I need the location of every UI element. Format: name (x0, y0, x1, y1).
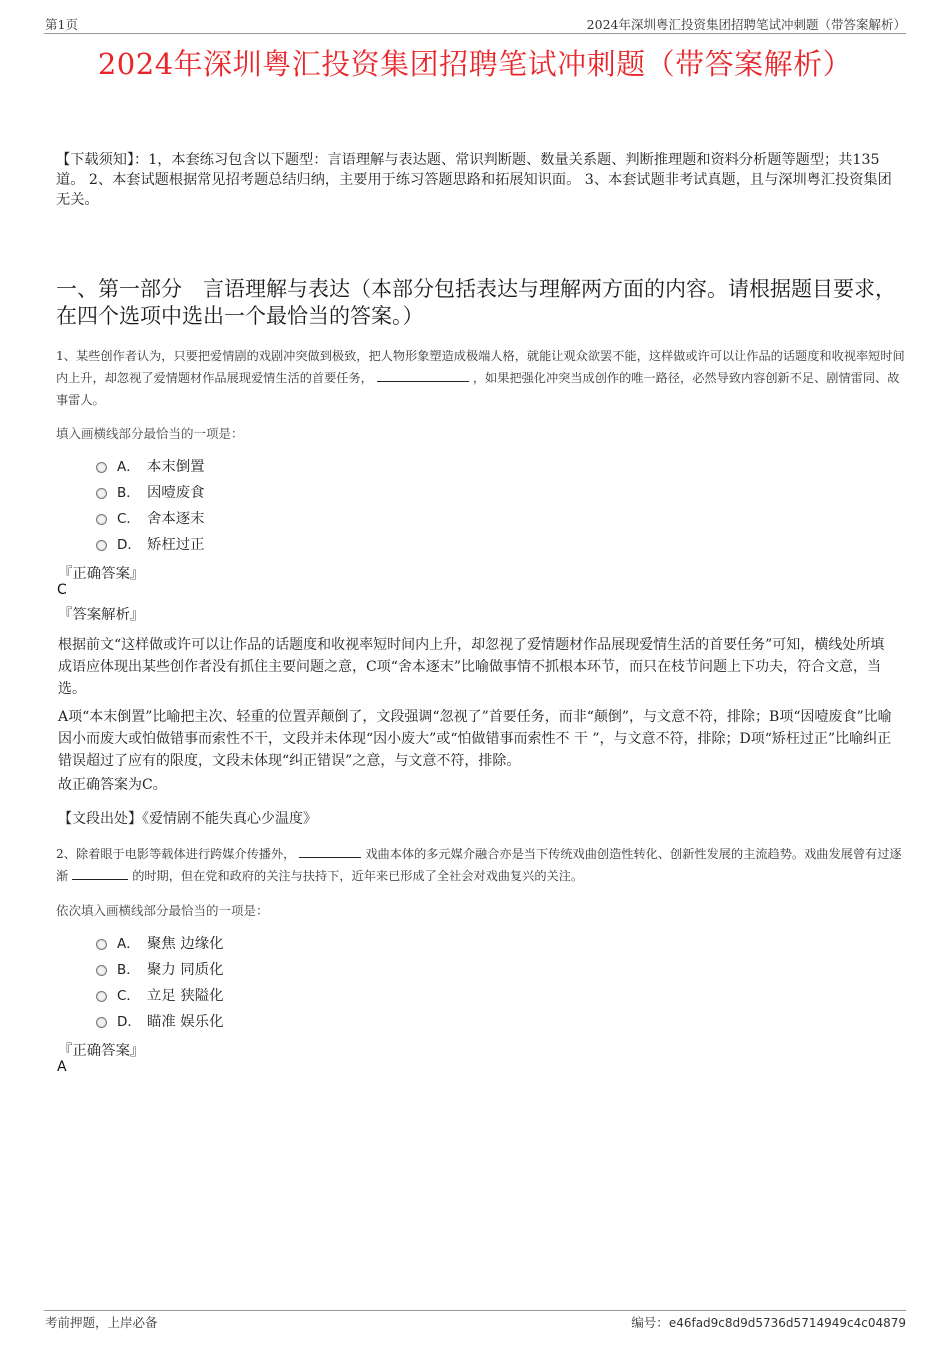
page-number: 第1页 (45, 17, 78, 32)
option-letter: B． (117, 485, 140, 501)
option-letter: C． (117, 511, 140, 527)
option-c[interactable] (96, 981, 224, 1007)
fill-blank (72, 867, 128, 880)
option-a[interactable] (96, 452, 205, 478)
radio-icon[interactable] (96, 540, 107, 551)
option-b[interactable] (96, 955, 224, 981)
radio-icon[interactable] (96, 1017, 107, 1028)
analysis-paragraph-1: 根据前文“这样做或许可以让作品的话题度和收视率短时间内上升，却忽视了爱情题材作品展现爱情生活的首要任务”可知，横线处所填成语应体现出某些创作者没有抓住主要问题之意，C项“舍本逐末”比喻做事情不抓根本环节，而只在枝节问题上下功夫，符合文意，当选。 (58, 637, 885, 697)
fill-blank (377, 369, 469, 382)
question-2-options (96, 929, 224, 1033)
question-1-text (56, 345, 906, 411)
radio-icon[interactable] (96, 462, 107, 473)
question-2-text-a: 2、除着眼于电影等载体进行跨媒介传播外， (56, 847, 296, 861)
correct-answer-label: 『正确答案』 (58, 1043, 145, 1059)
download-notice: 【下载须知】：1，本套练习包含以下题型：言语理解与表达题、常识判断题、数量关系题、判断推理题和资料分析题等题型；共135道。 2、本套试题根据常见招考题总结归纳，主要用于练习答题思路和拓展知识面。 3、本套试题非考试真题，且与深圳粤汇投资集团无关。 (56, 152, 892, 208)
option-text: 瞄准 娱乐化 (147, 1013, 224, 1030)
option-c[interactable] (96, 504, 205, 530)
option-text: 本末倒置 (147, 458, 205, 475)
option-a[interactable] (96, 929, 224, 955)
footer-divider (44, 1310, 906, 1311)
option-letter: B． (117, 962, 140, 978)
option-text: 因噎废食 (147, 484, 205, 501)
option-letter: C． (117, 988, 140, 1004)
running-title: 2024年深圳粤汇投资集团招聘笔试冲刺题（带答案解析） (586, 17, 906, 32)
option-text: 聚焦 边缘化 (147, 935, 224, 952)
fill-blank (299, 845, 361, 858)
analysis-conclusion: 故正确答案为C。 (58, 777, 167, 793)
option-b[interactable] (96, 478, 205, 504)
question-2-text (56, 843, 906, 887)
option-letter: A． (117, 936, 140, 952)
option-d[interactable] (96, 1007, 224, 1033)
correct-answer: C (57, 582, 67, 598)
question-1-text-before: 1、某些创作者认为，只要把爱情剧的戏剧冲突做到极致，把人物形象塑造成极端人格，就能让观众欲罢不能，这样做或许可以让作品的话题度和收视率短时间内上升，却忽视了爱情题材作品展现爱情生活的首要任务， (56, 349, 905, 385)
question-1-text-after: ，如果把强化冲突当成创作的唯一路径，必然导致内容创新不足、剧情雷同、故事雷人。 (56, 371, 900, 407)
option-letter: A． (117, 459, 140, 475)
correct-answer-label: 『正确答案』 (58, 566, 145, 582)
radio-icon[interactable] (96, 488, 107, 499)
option-text: 聚力 同质化 (147, 961, 224, 978)
question-2-prompt: 依次填入画横线部分最恰当的一项是： (56, 903, 269, 918)
radio-icon[interactable] (96, 965, 107, 976)
correct-answer: A (57, 1059, 67, 1075)
analysis-paragraph-2: A项“本末倒置”比喻把主次、轻重的位置弄颠倒了，文段强调“忽视了”首要任务，而非“颠倒”，与文意不符，排除；B项“因噎废食”比喻因小而废大或怕做错事而索性不干，文段并未体现“因小废大”或“怕做错事而索性不 干 ”，与文意不符，排除；D项“矫枉过正”比喻纠正错误超过了应有的限度，文段未体现“纠正错误”之意，与文意不符，排除。 (58, 709, 892, 769)
question-1-options (96, 452, 205, 556)
source-citation: 【文段出处】《爱情剧不能失真心少温度》 (58, 811, 317, 827)
question-2-text-c: 的时期，但在党和政府的关注与扶持下，近年来已形成了全社会对戏曲复兴的关注。 (132, 869, 584, 883)
header-divider (44, 33, 906, 34)
analysis-label: 『答案解析』 (58, 607, 145, 623)
radio-icon[interactable] (96, 991, 107, 1002)
radio-icon[interactable] (96, 939, 107, 950)
section-heading: 一、第一部分 言语理解与表达（本部分包括表达与理解两方面的内容。请根据题目要求，在四个选项中选出一个最恰当的答案。） (56, 277, 896, 328)
option-text: 立足 狭隘化 (147, 987, 224, 1004)
radio-icon[interactable] (96, 514, 107, 525)
option-letter: D． (117, 1014, 141, 1030)
option-letter: D． (117, 537, 141, 553)
code-label: 编号： (631, 1315, 669, 1330)
option-text: 舍本逐末 (147, 510, 205, 527)
code-value: e46fad9c8d9d5736d5714949c4c04879 (668, 1316, 906, 1330)
question-1-prompt: 填入画横线部分最恰当的一项是： (56, 426, 244, 441)
option-text: 矫枉过正 (147, 536, 205, 553)
document-title: 2024年深圳粤汇投资集团招聘笔试冲刺题（带答案解析） (97, 47, 853, 81)
question-2-text-b: 戏曲本体的多元媒介融合亦是当下传统戏曲创造性转化、创新性发展的主流趋势。戏曲发展曾有过逐渐 (56, 847, 902, 883)
option-d[interactable] (96, 530, 205, 556)
document-code (631, 1313, 906, 1331)
footer-slogan: 考前押题，上岸必备 (45, 1315, 158, 1330)
